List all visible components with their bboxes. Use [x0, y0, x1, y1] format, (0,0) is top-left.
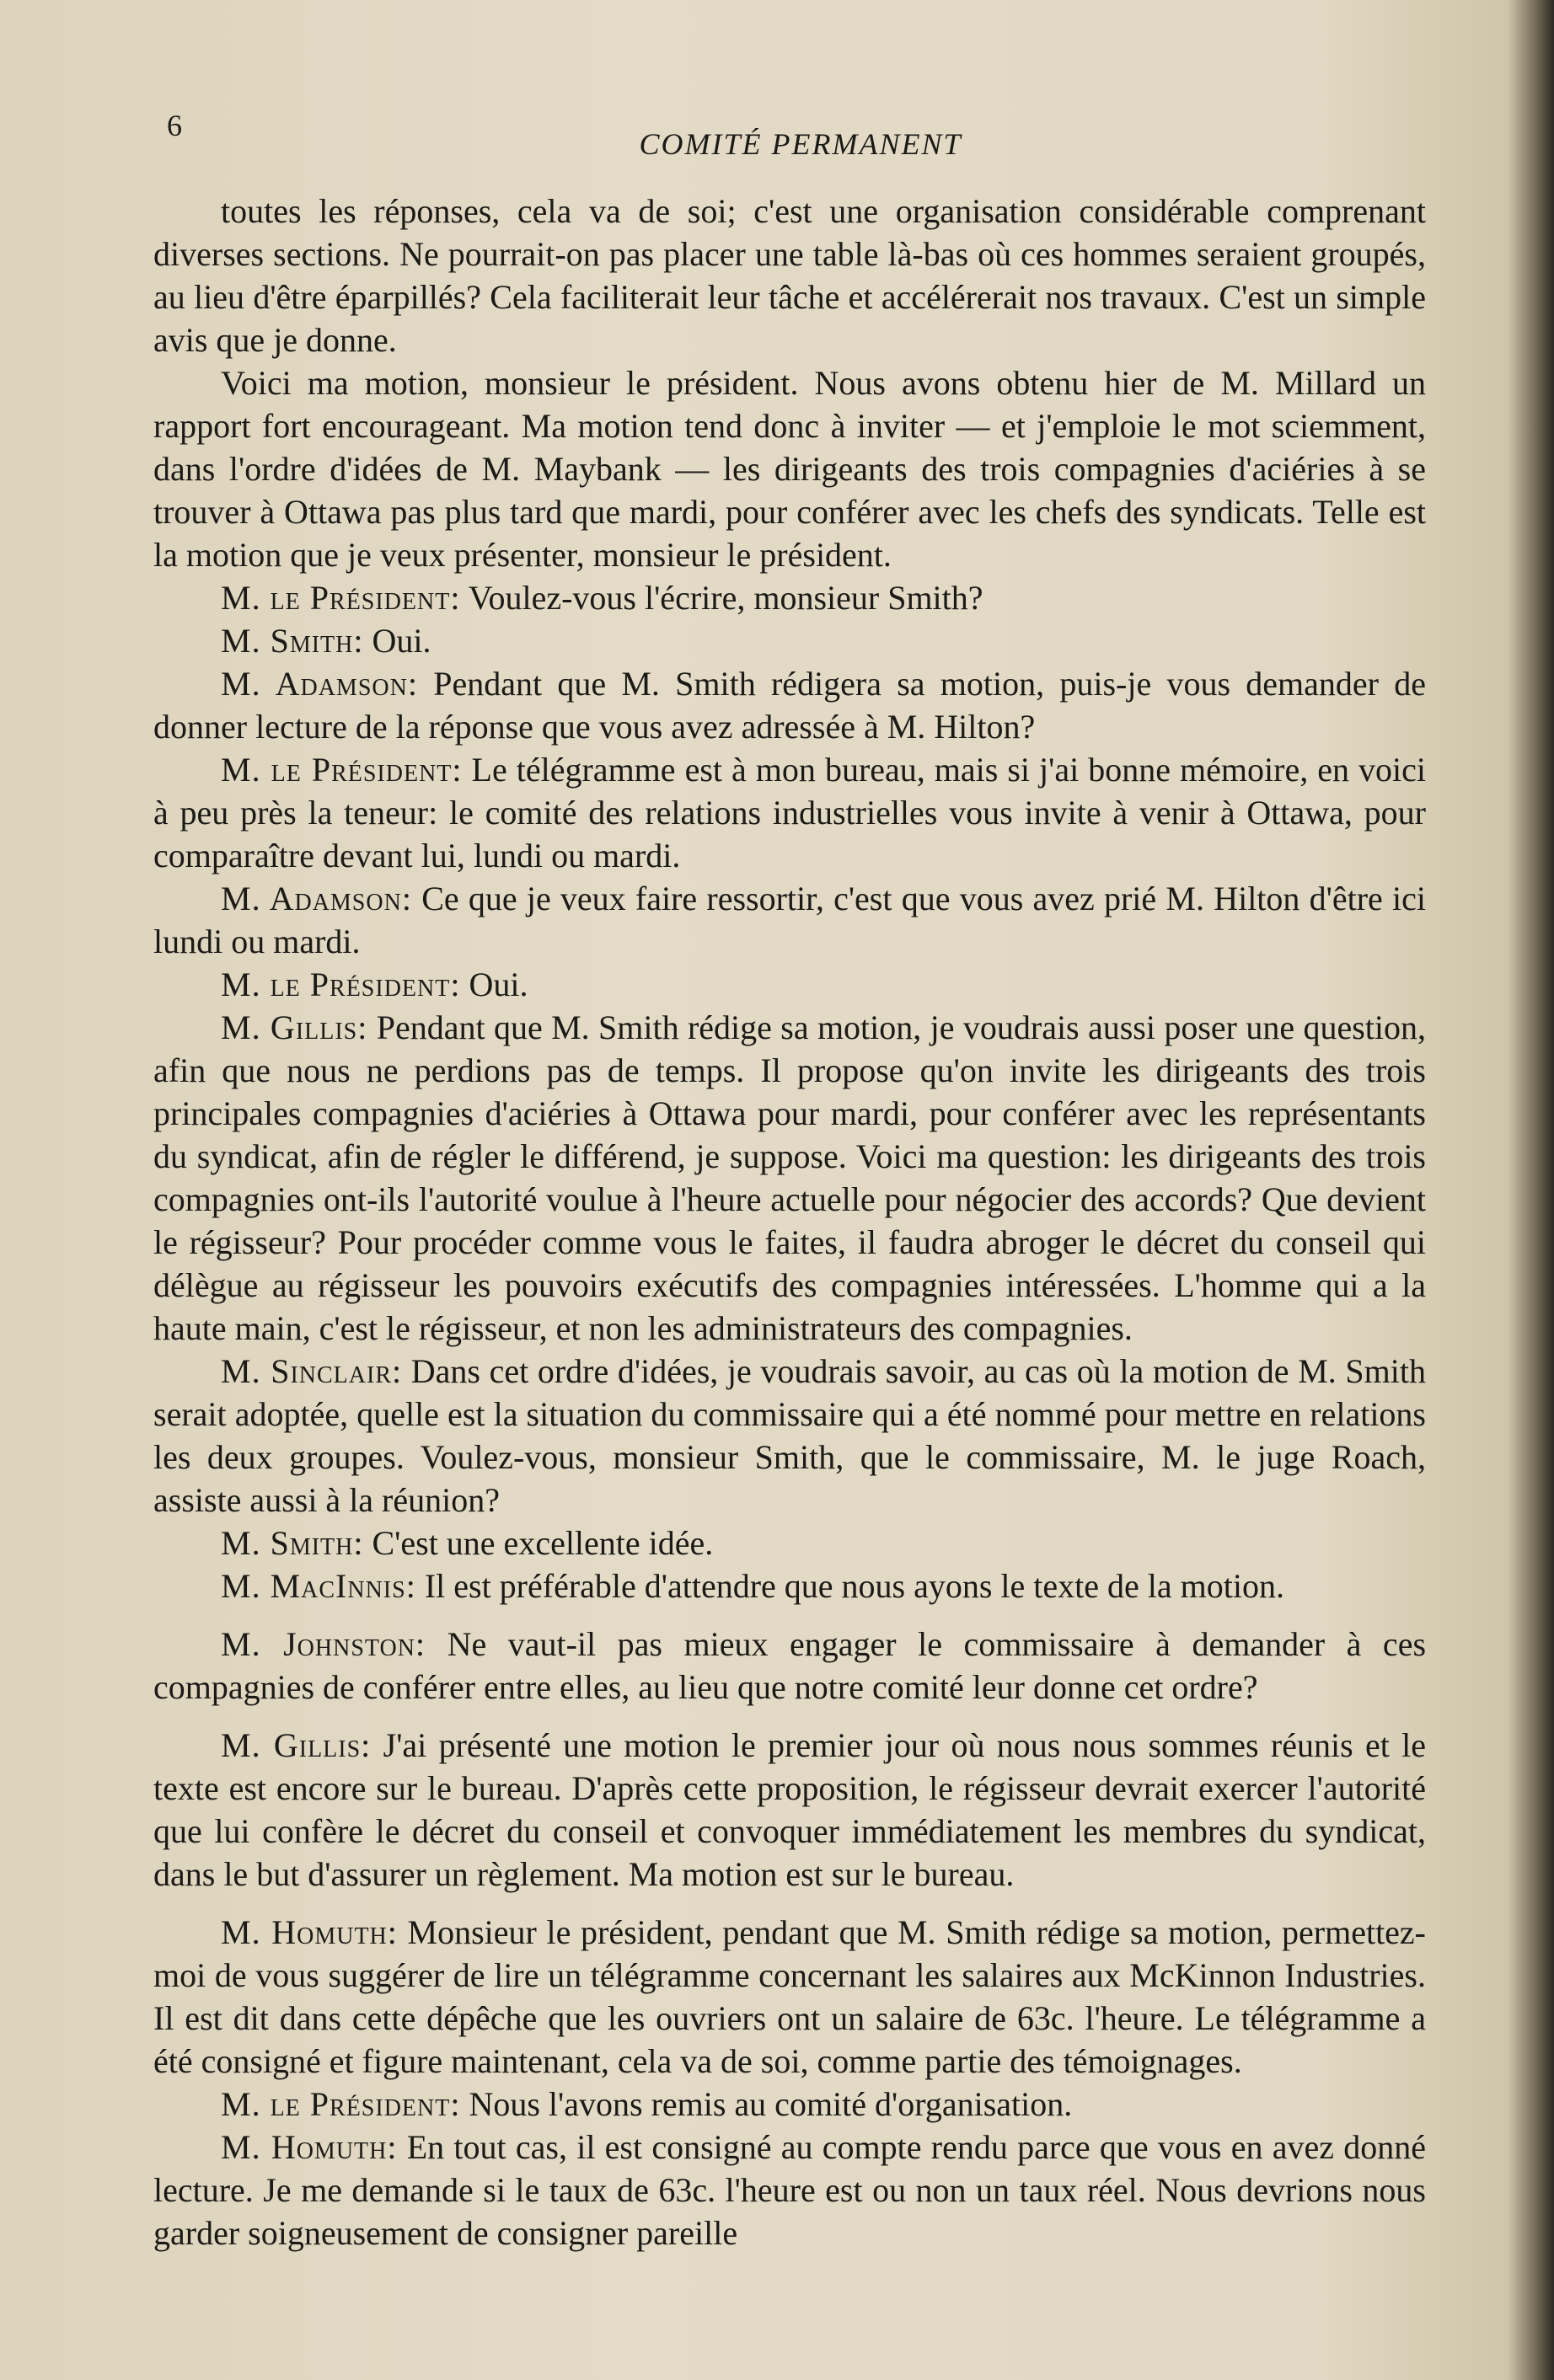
speaker-name: M. Smith: — [221, 622, 364, 660]
paragraph: M. Johnston: Ne vaut-il pas mieux engager le commissaire à demander à ces compagnies de conférer entre elles, au lieu que notre comité leur donne cet ordre? — [153, 1625, 1427, 1706]
paragraph: M. le Président: Le télégramme est à mon bureau, mais si j'ai bonne mémoire, en voici à peu près la teneur: le comité des relations industrielles vous invite à venir à Ottawa, pour comparaître devant lui, lundi ou mardi. — [153, 751, 1426, 874]
paragraph: M. Gillis: Pendant que M. Smith rédige sa motion, je voudrais aussi poser une question, afin que nous ne perdions pas de temps. Il propose qu'on invite les dirigeants des trois principales compagnies d'aciéries à Ottawa pour mardi, pour conférer avec les représentants du syndicat, afin de régler le différend, je suppose. Voici ma question: les dirigeants des trois compagnies ont-ils l'autorité voulue à l'heure actuelle pour négocier des accords? Que devient le régisseur? Pour procéder comme vous le faites, il faudra abroger le décret du conseil qui délègue au régisseur les pouvoirs exécutifs des compagnies intéressées. L'homme qui a la haute main, c'est le régisseur, et non les administrateurs des compagnies. — [153, 1008, 1427, 1347]
speaker-name: M. le Président: — [221, 579, 461, 617]
speaker-name: M. Sinclair: — [221, 1352, 403, 1390]
speaker-name: M. Gillis: — [221, 1008, 368, 1046]
speaker-name: M. le Président: — [221, 2085, 461, 2123]
page-number: 6 — [167, 109, 182, 142]
paragraph: M. le Président: Nous l'avons remis au comité d'organisation. — [221, 2085, 1073, 2123]
paragraph: M. le Président: Voulez-vous l'écrire, monsieur Smith? — [221, 579, 983, 617]
speaker-name: M. Gillis: — [221, 1726, 372, 1764]
paragraph: M. MacInnis: Il est préférable d'attendre que nous ayons le texte de la motion. — [221, 1567, 1284, 1605]
paragraph: M. Homuth: En tout cas, il est consigné au compte rendu parce que vous en avez donné lecture. Je me demande si le taux de 63c. l'heure est ou non un taux réel. Nous devrions nous garder soigneusement de consigner pareille — [153, 2128, 1426, 2252]
speaker-name: M. Johnston: — [221, 1625, 426, 1663]
paragraph: M. Smith: Oui. — [221, 622, 431, 660]
speaker-name: M. Homuth: — [221, 2128, 398, 2166]
paragraph: M. le Président: Oui. — [221, 965, 528, 1003]
speaker-name: M. le Président: — [221, 965, 461, 1003]
paragraph: M. Smith: C'est une excellente idée. — [221, 1524, 714, 1562]
paragraph: M. Gillis: J'ai présenté une motion le premier jour où nous nous sommes réunis et le texte est encore sur le bureau. D'après cette proposition, le régisseur devrait exercer l'autorité que lui confère le décret du conseil et convoquer immédiatement les membres du syndicat, dans le but d'assurer un règlement. Ma motion est sur le bureau. — [153, 1726, 1427, 1893]
running-head: COMITÉ PERMANENT — [639, 127, 962, 161]
speaker-name: M. Adamson: — [221, 880, 412, 917]
paragraph: M. Adamson: Pendant que M. Smith rédigera sa motion, puis-je vous demander de donner lecture de la réponse que vous avez adressée à M. Hilton? — [153, 665, 1426, 746]
speaker-name: M. Smith: — [221, 1524, 364, 1562]
paragraph: toutes les réponses, cela va de soi; c'est une organisation considérable comprenant diverses sections. Ne pourrait-on pas placer une table là-bas où ces hommes seraient groupés, au lieu d'être éparpillés? Cela faciliterait leur tâche et accélérerait nos travaux. C'est un simple avis que je donne. — [153, 192, 1426, 359]
paragraph: M. Adamson: Ce que je veux faire ressortir, c'est que vous avez prié M. Hilton d'être ici lundi ou mardi. — [153, 880, 1427, 960]
body-text — [153, 190, 1426, 2254]
speaker-name: M. Homuth: — [221, 1913, 398, 1951]
speaker-name: M. Adamson: — [221, 665, 418, 703]
speaker-name: M. le Président: — [221, 751, 463, 789]
paragraph: Voici ma motion, monsieur le président. Nous avons obtenu hier de M. Millard un rapport fort encourageant. Ma motion tend donc à inviter — et j'emploie le mot sciemment, dans l'ordre d'idées de M. Maybank — les dirigeants des trois compagnies d'aciéries à se trouver à Ottawa pas plus tard que mardi, pour conférer avec les chefs des syndicats. Telle est la motion que je veux présenter, monsieur le président. — [153, 364, 1426, 574]
speaker-name: M. MacInnis: — [221, 1567, 416, 1605]
paragraph: M. Homuth: Monsieur le président, pendant que M. Smith rédige sa motion, permettez-moi de vous suggérer de lire un télégramme concernant les salaires aux McKinnon Industries. Il est dit dans cette dépêche que les ouvriers ont un salaire de 63c. l'heure. Le télégramme a été consigné et figure maintenant, cela va de soi, comme partie des témoignages. — [153, 1913, 1427, 2080]
paragraph: M. Sinclair: Dans cet ordre d'idées, je voudrais savoir, au cas où la motion de M. Smith serait adoptée, quelle est la situation du commissaire qui a été nommé pour mettre en relations les deux groupes. Voulez-vous, monsieur Smith, que le commissaire, M. le juge Roach, assiste aussi à la réunion? — [153, 1352, 1426, 1519]
